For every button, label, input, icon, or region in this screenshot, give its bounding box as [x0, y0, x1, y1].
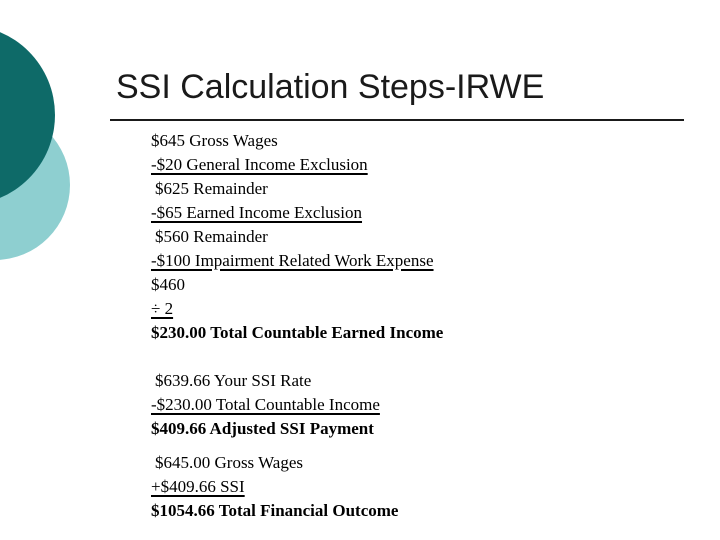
remainder-line-2: $560 Remainder: [155, 227, 268, 246]
countable-income-line: -$230.00 Total Countable Income: [151, 395, 380, 414]
adjusted-ssi-line: $409.66 Adjusted SSI Payment: [151, 419, 374, 438]
subtotal-line: $460: [151, 275, 185, 294]
calculation-content: [151, 129, 443, 523]
general-exclusion-line: -$20 General Income Exclusion: [151, 155, 368, 174]
divide-line: ÷ 2: [151, 299, 174, 318]
decorative-circles: [0, 0, 120, 300]
total-financial-outcome-line: $1054.66 Total Financial Outcome: [151, 501, 399, 520]
earned-exclusion-line: -$65 Earned Income Exclusion: [151, 203, 363, 222]
remainder-line-1: $625 Remainder: [155, 179, 268, 198]
title-divider: [110, 119, 684, 121]
slide-title: SSI Calculation Steps-IRWE: [116, 68, 545, 106]
irwe-line: -$100 Impairment Related Work Expense: [151, 251, 434, 270]
gross-wages-line: $645 Gross Wages: [151, 131, 278, 150]
gross-wages-line-2: $645.00 Gross Wages: [155, 453, 304, 472]
total-countable-earned-line: $230.00 Total Countable Earned Income: [151, 323, 444, 342]
ssi-add-line: +$409.66 SSI: [151, 477, 245, 496]
ssi-rate-line: $639.66 Your SSI Rate: [155, 371, 312, 390]
